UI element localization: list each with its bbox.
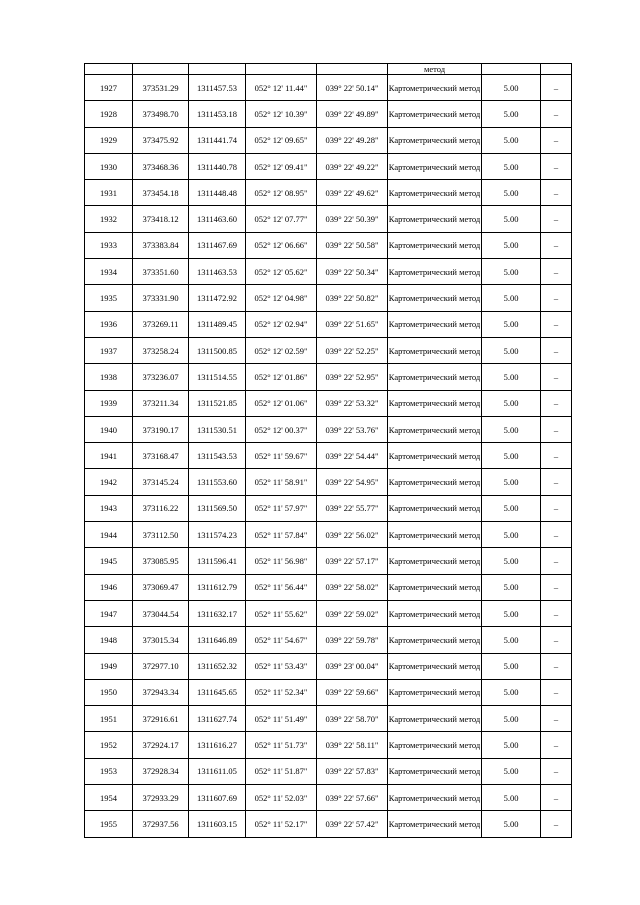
cell-y: 1311489.45 xyxy=(189,311,246,337)
cell-longitude: 039° 22' 49.28" xyxy=(317,127,388,153)
cell-x: 373331.90 xyxy=(133,285,189,311)
cell-accuracy: 5.00 xyxy=(482,101,541,127)
cell-number: 1929 xyxy=(85,127,133,153)
cell-number: 1944 xyxy=(85,522,133,548)
cell-y: 1311574.23 xyxy=(189,522,246,548)
cell-accuracy: 5.00 xyxy=(482,600,541,626)
cell-x: 372943.34 xyxy=(133,679,189,705)
cell-note: – xyxy=(541,706,572,732)
cell-accuracy: 5.00 xyxy=(482,75,541,101)
table-row xyxy=(85,443,572,469)
cell-x: 373211.34 xyxy=(133,390,189,416)
cell-longitude: 039° 22' 53.32" xyxy=(317,390,388,416)
cell-latitude: 052° 11' 57.84" xyxy=(246,522,317,548)
cell-y: 1311611.05 xyxy=(189,758,246,784)
cell-accuracy: 5.00 xyxy=(482,574,541,600)
table-row xyxy=(85,706,572,732)
cell-number: 1949 xyxy=(85,653,133,679)
cell-accuracy: 5.00 xyxy=(482,548,541,574)
cell-y: 1311616.27 xyxy=(189,732,246,758)
table-row xyxy=(85,522,572,548)
cell-latitude xyxy=(246,64,317,75)
cell-longitude: 039° 22' 50.39" xyxy=(317,206,388,232)
cell-y: 1311472.92 xyxy=(189,285,246,311)
cell-note: – xyxy=(541,785,572,811)
cell-y: 1311632.17 xyxy=(189,600,246,626)
cell-y: 1311500.85 xyxy=(189,337,246,363)
cell-number: 1942 xyxy=(85,469,133,495)
cell-latitude: 052° 12' 09.41" xyxy=(246,153,317,179)
table-row xyxy=(85,653,572,679)
table-row xyxy=(85,390,572,416)
cell-y: 1311543.53 xyxy=(189,443,246,469)
cell-note: – xyxy=(541,548,572,574)
cell-longitude: 039° 22' 52.95" xyxy=(317,364,388,390)
cell-longitude: 039° 22' 54.95" xyxy=(317,469,388,495)
cell-note xyxy=(541,64,572,75)
cell-method: Картометрический метод xyxy=(388,574,482,600)
table-row xyxy=(85,600,572,626)
cell-note: – xyxy=(541,311,572,337)
cell-longitude: 039° 22' 58.70" xyxy=(317,706,388,732)
cell-accuracy: 5.00 xyxy=(482,811,541,837)
cell-x: 373190.17 xyxy=(133,416,189,442)
cell-note: – xyxy=(541,574,572,600)
cell-note: – xyxy=(541,206,572,232)
table-row xyxy=(85,364,572,390)
cell-number: 1941 xyxy=(85,443,133,469)
cell-x: 373085.95 xyxy=(133,548,189,574)
cell-method: Картометрический метод xyxy=(388,232,482,258)
cell-note: – xyxy=(541,232,572,258)
cell-latitude: 052° 12' 06.66" xyxy=(246,232,317,258)
cell-latitude: 052° 11' 59.67" xyxy=(246,443,317,469)
cell-longitude: 039° 22' 57.17" xyxy=(317,548,388,574)
cell-method: метод xyxy=(388,64,482,75)
cell-method: Картометрический метод xyxy=(388,732,482,758)
cell-note: – xyxy=(541,495,572,521)
cell-x: 373116.22 xyxy=(133,495,189,521)
cell-longitude: 039° 22' 59.66" xyxy=(317,679,388,705)
cell-y: 1311569.50 xyxy=(189,495,246,521)
cell-accuracy: 5.00 xyxy=(482,206,541,232)
cell-note: – xyxy=(541,653,572,679)
cell-method: Картометрический метод xyxy=(388,706,482,732)
table-row xyxy=(85,259,572,285)
cell-number: 1955 xyxy=(85,811,133,837)
cell-number: 1934 xyxy=(85,259,133,285)
table-row xyxy=(85,679,572,705)
cell-y: 1311457.53 xyxy=(189,75,246,101)
cell-note: – xyxy=(541,337,572,363)
cell-latitude: 052° 11' 57.97" xyxy=(246,495,317,521)
cell-x: 373069.47 xyxy=(133,574,189,600)
cell-note: – xyxy=(541,75,572,101)
cell-number: 1928 xyxy=(85,101,133,127)
cell-note: – xyxy=(541,811,572,837)
cell-number: 1939 xyxy=(85,390,133,416)
cell-x: 373258.24 xyxy=(133,337,189,363)
cell-latitude: 052° 11' 52.03" xyxy=(246,785,317,811)
cell-x: 373015.34 xyxy=(133,627,189,653)
cell-latitude: 052° 12' 08.95" xyxy=(246,180,317,206)
table-row xyxy=(85,627,572,653)
cell-latitude: 052° 11' 55.62" xyxy=(246,600,317,626)
cell-y: 1311607.69 xyxy=(189,785,246,811)
cell-note: – xyxy=(541,259,572,285)
cell-latitude: 052° 12' 10.39" xyxy=(246,101,317,127)
cell-x: 373531.29 xyxy=(133,75,189,101)
cell-accuracy: 5.00 xyxy=(482,127,541,153)
cell-accuracy: 5.00 xyxy=(482,443,541,469)
cell-number: 1936 xyxy=(85,311,133,337)
cell-longitude: 039° 22' 59.02" xyxy=(317,600,388,626)
cell-longitude: 039° 22' 57.66" xyxy=(317,785,388,811)
cell-method: Картометрический метод xyxy=(388,153,482,179)
cell-longitude: 039° 22' 50.58" xyxy=(317,232,388,258)
table-row xyxy=(85,416,572,442)
cell-longitude: 039° 22' 49.22" xyxy=(317,153,388,179)
table-row xyxy=(85,101,572,127)
cell-accuracy: 5.00 xyxy=(482,732,541,758)
cell-x: 373112.50 xyxy=(133,522,189,548)
table-row xyxy=(85,495,572,521)
cell-number: 1937 xyxy=(85,337,133,363)
cell-number: 1953 xyxy=(85,758,133,784)
cell-x: 373475.92 xyxy=(133,127,189,153)
cell-latitude: 052° 12' 01.06" xyxy=(246,390,317,416)
cell-method: Картометрический метод xyxy=(388,311,482,337)
cell-y xyxy=(189,64,246,75)
cell-longitude: 039° 22' 56.02" xyxy=(317,522,388,548)
table-row xyxy=(85,311,572,337)
cell-method: Картометрический метод xyxy=(388,443,482,469)
cell-y: 1311627.74 xyxy=(189,706,246,732)
table-row xyxy=(85,337,572,363)
cell-x: 373044.54 xyxy=(133,600,189,626)
cell-method: Картометрический метод xyxy=(388,259,482,285)
cell-method: Картометрический метод xyxy=(388,758,482,784)
cell-number: 1954 xyxy=(85,785,133,811)
cell-note: – xyxy=(541,679,572,705)
cell-method: Картометрический метод xyxy=(388,627,482,653)
cell-longitude: 039° 22' 57.42" xyxy=(317,811,388,837)
table-row xyxy=(85,206,572,232)
cell-accuracy: 5.00 xyxy=(482,653,541,679)
cell-longitude: 039° 23' 00.04" xyxy=(317,653,388,679)
cell-latitude: 052° 11' 53.43" xyxy=(246,653,317,679)
cell-latitude: 052° 11' 56.44" xyxy=(246,574,317,600)
cell-note: – xyxy=(541,180,572,206)
cell-number: 1952 xyxy=(85,732,133,758)
table-row xyxy=(85,574,572,600)
cell-x: 373418.12 xyxy=(133,206,189,232)
cell-y: 1311463.60 xyxy=(189,206,246,232)
cell-method: Картометрический метод xyxy=(388,75,482,101)
cell-longitude: 039° 22' 50.82" xyxy=(317,285,388,311)
cell-accuracy: 5.00 xyxy=(482,311,541,337)
cell-x: 373383.84 xyxy=(133,232,189,258)
cell-number: 1940 xyxy=(85,416,133,442)
cell-accuracy: 5.00 xyxy=(482,785,541,811)
cell-accuracy: 5.00 xyxy=(482,232,541,258)
cell-note: – xyxy=(541,364,572,390)
cell-method: Картометрический метод xyxy=(388,785,482,811)
cell-latitude: 052° 11' 52.17" xyxy=(246,811,317,837)
cell-latitude: 052° 11' 58.91" xyxy=(246,469,317,495)
cell-longitude: 039° 22' 59.78" xyxy=(317,627,388,653)
cell-method: Картометрический метод xyxy=(388,679,482,705)
cell-note: – xyxy=(541,758,572,784)
cell-y: 1311441.74 xyxy=(189,127,246,153)
cell-method: Картометрический метод xyxy=(388,127,482,153)
table-row-continued xyxy=(85,64,572,75)
cell-y: 1311553.60 xyxy=(189,469,246,495)
cell-method: Картометрический метод xyxy=(388,548,482,574)
cell-latitude: 052° 12' 05.62" xyxy=(246,259,317,285)
cell-number: 1931 xyxy=(85,180,133,206)
cell-latitude: 052° 12' 04.98" xyxy=(246,285,317,311)
cell-latitude: 052° 12' 11.44" xyxy=(246,75,317,101)
cell-longitude: 039° 22' 52.25" xyxy=(317,337,388,363)
cell-y: 1311596.41 xyxy=(189,548,246,574)
cell-note: – xyxy=(541,469,572,495)
cell-number xyxy=(85,64,133,75)
cell-accuracy: 5.00 xyxy=(482,153,541,179)
cell-x: 372937.56 xyxy=(133,811,189,837)
cell-note: – xyxy=(541,627,572,653)
cell-latitude: 052° 12' 01.86" xyxy=(246,364,317,390)
cell-longitude: 039° 22' 51.65" xyxy=(317,311,388,337)
cell-longitude: 039° 22' 55.77" xyxy=(317,495,388,521)
cell-method: Картометрический метод xyxy=(388,206,482,232)
cell-latitude: 052° 12' 02.94" xyxy=(246,311,317,337)
cell-latitude: 052° 11' 51.87" xyxy=(246,758,317,784)
cell-accuracy: 5.00 xyxy=(482,469,541,495)
cell-accuracy: 5.00 xyxy=(482,285,541,311)
cell-latitude: 052° 11' 51.73" xyxy=(246,732,317,758)
cell-method: Картометрический метод xyxy=(388,180,482,206)
cell-note: – xyxy=(541,522,572,548)
cell-longitude: 039° 22' 50.14" xyxy=(317,75,388,101)
cell-latitude: 052° 11' 54.67" xyxy=(246,627,317,653)
cell-accuracy: 5.00 xyxy=(482,259,541,285)
cell-accuracy: 5.00 xyxy=(482,522,541,548)
cell-y: 1311453.18 xyxy=(189,101,246,127)
cell-x: 373454.18 xyxy=(133,180,189,206)
cell-y: 1311652.32 xyxy=(189,653,246,679)
cell-y: 1311448.48 xyxy=(189,180,246,206)
cell-method: Картометрический метод xyxy=(388,285,482,311)
cell-longitude: 039° 22' 57.83" xyxy=(317,758,388,784)
table-row xyxy=(85,758,572,784)
table-row xyxy=(85,153,572,179)
table-row xyxy=(85,285,572,311)
cell-method: Картометрический метод xyxy=(388,522,482,548)
cell-latitude: 052° 11' 56.98" xyxy=(246,548,317,574)
cell-method: Картометрический метод xyxy=(388,495,482,521)
cell-method: Картометрический метод xyxy=(388,390,482,416)
cell-x: 372977.10 xyxy=(133,653,189,679)
table-row xyxy=(85,75,572,101)
cell-accuracy: 5.00 xyxy=(482,416,541,442)
cell-y: 1311646.89 xyxy=(189,627,246,653)
table-row xyxy=(85,180,572,206)
cell-method: Картометрический метод xyxy=(388,653,482,679)
cell-longitude: 039° 22' 53.76" xyxy=(317,416,388,442)
table-row xyxy=(85,811,572,837)
cell-method: Картометрический метод xyxy=(388,101,482,127)
cell-x: 372916.61 xyxy=(133,706,189,732)
cell-y: 1311645.65 xyxy=(189,679,246,705)
cell-accuracy: 5.00 xyxy=(482,364,541,390)
cell-longitude: 039° 22' 49.62" xyxy=(317,180,388,206)
table-row xyxy=(85,469,572,495)
cell-number: 1943 xyxy=(85,495,133,521)
cell-accuracy: 5.00 xyxy=(482,495,541,521)
cell-number: 1927 xyxy=(85,75,133,101)
cell-latitude: 052° 11' 51.49" xyxy=(246,706,317,732)
table-row xyxy=(85,785,572,811)
cell-number: 1946 xyxy=(85,574,133,600)
cell-y: 1311514.55 xyxy=(189,364,246,390)
cell-note: – xyxy=(541,732,572,758)
cell-y: 1311440.78 xyxy=(189,153,246,179)
cell-note: – xyxy=(541,416,572,442)
cell-x: 372928.34 xyxy=(133,758,189,784)
cell-number: 1951 xyxy=(85,706,133,732)
cell-x: 373168.47 xyxy=(133,443,189,469)
cell-x: 373269.11 xyxy=(133,311,189,337)
cell-accuracy: 5.00 xyxy=(482,679,541,705)
cell-y: 1311612.79 xyxy=(189,574,246,600)
cell-latitude: 052° 12' 00.37" xyxy=(246,416,317,442)
cell-accuracy: 5.00 xyxy=(482,758,541,784)
cell-y: 1311530.51 xyxy=(189,416,246,442)
table-row xyxy=(85,232,572,258)
cell-x xyxy=(133,64,189,75)
cell-method: Картометрический метод xyxy=(388,469,482,495)
cell-number: 1933 xyxy=(85,232,133,258)
cell-longitude: 039° 22' 54.44" xyxy=(317,443,388,469)
cell-longitude: 039° 22' 50.34" xyxy=(317,259,388,285)
cell-note: – xyxy=(541,443,572,469)
cell-accuracy: 5.00 xyxy=(482,706,541,732)
cell-y: 1311463.53 xyxy=(189,259,246,285)
cell-number: 1950 xyxy=(85,679,133,705)
cell-longitude: 039° 22' 58.02" xyxy=(317,574,388,600)
cell-accuracy: 5.00 xyxy=(482,180,541,206)
cell-note: – xyxy=(541,600,572,626)
cell-number: 1938 xyxy=(85,364,133,390)
cell-method: Картометрический метод xyxy=(388,337,482,363)
cell-x: 373351.60 xyxy=(133,259,189,285)
cell-x: 373468.36 xyxy=(133,153,189,179)
cell-latitude: 052° 11' 52.34" xyxy=(246,679,317,705)
cell-number: 1930 xyxy=(85,153,133,179)
cell-method: Картометрический метод xyxy=(388,364,482,390)
cell-note: – xyxy=(541,285,572,311)
cell-accuracy xyxy=(482,64,541,75)
cell-longitude: 039° 22' 49.89" xyxy=(317,101,388,127)
cell-number: 1947 xyxy=(85,600,133,626)
cell-note: – xyxy=(541,127,572,153)
cell-number: 1932 xyxy=(85,206,133,232)
cell-note: – xyxy=(541,390,572,416)
cell-method: Картометрический метод xyxy=(388,811,482,837)
cell-y: 1311603.15 xyxy=(189,811,246,837)
cell-latitude: 052° 12' 09.65" xyxy=(246,127,317,153)
cell-number: 1935 xyxy=(85,285,133,311)
coordinates-table xyxy=(84,63,572,838)
cell-y: 1311521.85 xyxy=(189,390,246,416)
cell-accuracy: 5.00 xyxy=(482,627,541,653)
cell-number: 1945 xyxy=(85,548,133,574)
cell-x: 372924.17 xyxy=(133,732,189,758)
cell-x: 373145.24 xyxy=(133,469,189,495)
cell-longitude: 039° 22' 58.11" xyxy=(317,732,388,758)
cell-number: 1948 xyxy=(85,627,133,653)
cell-note: – xyxy=(541,153,572,179)
cell-latitude: 052° 12' 07.77" xyxy=(246,206,317,232)
cell-longitude xyxy=(317,64,388,75)
cell-accuracy: 5.00 xyxy=(482,390,541,416)
cell-latitude: 052° 12' 02.59" xyxy=(246,337,317,363)
cell-x: 373498.70 xyxy=(133,101,189,127)
table-row xyxy=(85,732,572,758)
cell-note: – xyxy=(541,101,572,127)
table-row xyxy=(85,548,572,574)
cell-accuracy: 5.00 xyxy=(482,337,541,363)
cell-x: 372933.29 xyxy=(133,785,189,811)
cell-method: Картометрический метод xyxy=(388,416,482,442)
cell-x: 373236.07 xyxy=(133,364,189,390)
table-row xyxy=(85,127,572,153)
cell-method: Картометрический метод xyxy=(388,600,482,626)
cell-y: 1311467.69 xyxy=(189,232,246,258)
